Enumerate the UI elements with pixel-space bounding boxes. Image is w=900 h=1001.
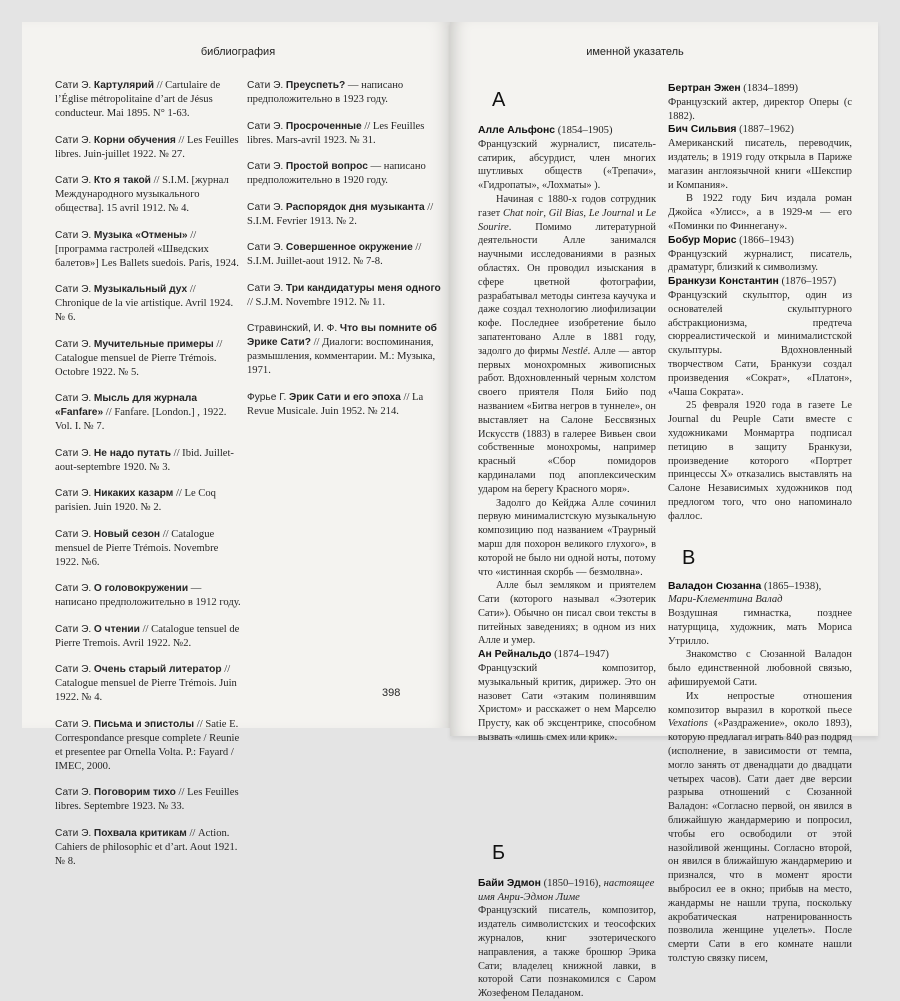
entry-author: Сати Э. — [247, 282, 284, 294]
paragraph-text: Французский писатель, композитор, издатель символистских и теософских журналов, книг эзотерического направления, а также брошюр Эрика Сати; владелец книжной лавки, в которой Сати познакомился с Саром Жозефеном Пеладаном. — [478, 905, 656, 1000]
bibliography-entry — [55, 487, 243, 515]
entry-source: // Catalogue tensuel de Pierre Tremois. Avril 1922. №2. — [55, 623, 240, 649]
entry-source: — написано предположительно в 1912 году. — [55, 583, 241, 608]
person-dates: (1834–1899) — [743, 83, 799, 94]
bibliography-entry — [55, 447, 243, 475]
bibliography-entry — [55, 392, 243, 434]
entry-source: // La Revue Musicale. Juin 1952. № 214. — [247, 391, 424, 417]
entry-source: — написано предположительно в 1920 году. — [247, 161, 426, 186]
index-entry — [668, 580, 852, 966]
paragraph-text: , — [583, 207, 589, 219]
entry-paragraph — [668, 607, 852, 648]
index-entry — [478, 648, 656, 745]
entry-title: Музыкальный дух — [93, 284, 188, 295]
person-name: Бобур Морис — [668, 234, 737, 246]
entry-paragraph — [668, 248, 852, 276]
index-entry — [668, 234, 852, 275]
entry-paragraph — [478, 579, 656, 648]
entry-author: Сати Э. — [55, 488, 92, 499]
right-page — [450, 22, 878, 1000]
entry-source: // Action. Cahiers de philosophic et d’art. Aout 1921. № 8. — [55, 827, 238, 867]
entry-source: // Les Feuilles libres. Septembre 1923. № 33. — [55, 787, 239, 812]
entry-source: // [программа гастролей «Шведских балетов»] Les Ballets suedois. Paris, 1924. — [55, 229, 239, 269]
entry-paragraph — [478, 662, 656, 745]
paragraph-text: . Помимо литературной деятельности Алле занимался научными исследованиями в разных областях. Он проводил изыскания в сфере цветной фотографии, разрабатывал методы синтеза каучука и даже создал технологию лиофилизации кофе. Последнее изобретение было запатентовано Алле в 1881 году, задолго до фирмы — [478, 221, 656, 357]
person-dates: (1865–1938), — [763, 580, 822, 592]
person-dates: (1887–1962) — [739, 124, 794, 136]
bibliography-entry — [55, 663, 243, 705]
entry-heading — [478, 124, 656, 138]
entry-heading — [478, 877, 656, 905]
paragraph-text: и — [634, 207, 646, 219]
person-alt-name: настоящее имя Анри-Эдмон Лиме — [478, 877, 655, 903]
entry-heading — [668, 580, 852, 608]
person-name: Бранкузи Константин — [668, 276, 779, 288]
person-name: Байи Эдмон — [478, 877, 541, 889]
bibliography-entry — [247, 322, 443, 378]
entry-source: // Catalogue mensuel de Pierre Trémois. Juin 1922. № 4. — [55, 664, 237, 703]
bibliography-entry — [55, 582, 243, 610]
entry-title: Преуспеть? — [285, 80, 346, 91]
index-entry — [478, 124, 656, 648]
entry-source: // Ibid. Juillet-aout-septembre 1920. № 3. — [55, 447, 234, 473]
bibliography-entry — [247, 120, 443, 148]
person-dates: (1866–1943) — [739, 234, 794, 246]
entry-heading — [668, 234, 852, 248]
bibliography-entry — [55, 623, 243, 651]
bibliography-entry — [55, 528, 243, 570]
italic-title: Vexations — [668, 718, 708, 730]
entry-source: // S.I.M. [журнал Международного музыкального общества]. 15 avril 1912. № 4. — [55, 175, 229, 214]
entry-source: — написано предположительно в 1923 году. — [247, 80, 404, 105]
bibliography-entry — [247, 391, 443, 419]
bibliography-column — [247, 79, 443, 431]
paragraph-text: , — [543, 207, 549, 219]
entry-title: О чтении — [93, 623, 140, 635]
entry-author: Сати Э. — [55, 229, 92, 241]
entry-paragraph — [668, 289, 852, 399]
entry-title: Кто я такой — [93, 175, 151, 186]
entry-title: Что вы помните об Эрике Сати? — [247, 323, 437, 348]
paragraph-text: 25 февраля 1920 года в газете Le Journal du Peuple Сати вместе с художниками Монмартра подписал петицию в защиту Бранкузи, произведение которого «Портрет принцессы Х» отказались выставлять на Салоне Независимых художников под предлогом того, что оно напоминало фаллос. — [668, 400, 852, 522]
section-letter: Б — [492, 841, 506, 864]
bibliography-entry — [247, 160, 443, 188]
entry-title: Эрик Сати и его эпоха — [288, 391, 401, 403]
entry-heading — [668, 123, 852, 137]
entry-author: Сати Э. — [247, 242, 284, 253]
index-entry — [668, 275, 852, 523]
paragraph-text: Французский журналист, писатель, драматург, близкий к символизму. — [668, 248, 852, 274]
entry-source: // S.I.M. Fevrier 1913. № 2. — [247, 201, 434, 227]
entry-author: Сати Э. — [55, 827, 92, 839]
entry-title: Простой вопрос — [285, 161, 368, 172]
paragraph-text: Их непростые отношения композитор выразил в короткой пьесе — [668, 690, 852, 716]
entry-author: Сати Э. — [55, 175, 92, 186]
entry-author: Сати Э. — [247, 201, 284, 213]
paragraph-text: Алле был земляком и приятелем Сати (которого называл «Эзотерик Сати»). Обычно он писал свои тексты в питейных заведениях; в одном из них Алле и умер. — [478, 580, 656, 647]
entry-source: // Catalogue mensuel de Pierre Trémois. Octobre 1922. № 5. — [55, 338, 223, 378]
bibliography-entry — [55, 229, 243, 271]
entry-paragraph — [668, 648, 852, 689]
person-name: Бич Сильвия — [668, 124, 737, 136]
bibliography-entry — [247, 282, 443, 310]
page-number: 398 — [382, 687, 401, 699]
left-page — [22, 22, 450, 867]
paragraph-text: Французский актер, директор Оперы (с 1882). — [668, 96, 852, 122]
index-column — [668, 82, 852, 966]
entry-paragraph — [668, 96, 852, 124]
index-entry — [668, 82, 852, 123]
bibliography-entry — [247, 241, 443, 269]
person-name: Алле Альфонс — [478, 125, 556, 136]
paragraph-text: Задолго до Кейджа Алле сочинил первую минималистскую музыкальную композицию под названием «Траурный марш для похорон великого глухого», в которой не было ни одной ноты, потому что «истинная скорбь — безмолвна». — [478, 497, 656, 578]
italic-title: Le Journal — [588, 207, 635, 219]
entry-author: Сати Э. — [55, 284, 92, 295]
entry-author: Сати Э. — [55, 528, 92, 540]
paragraph-text: Французский композитор, музыкальный критик, дирижер. Это он назовет Сати «этаким полинявшим Христом» и расскажет о нем Марселю Прусту, как об эксцентрике, способном вызвать «лишь смех или крик». — [478, 663, 656, 744]
paragraph-text: В 1922 году Бич издала роман Джойса «Улисс», а в 1929-м — его «Поминки по Финнегану». — [668, 193, 852, 232]
paragraph-text: Воздушная гимнастка, позднее натурщица, художник, мать Мориса Утрилло. — [668, 608, 852, 647]
entry-title: Просроченные — [285, 120, 362, 132]
entry-title: О головокружении — [93, 583, 189, 594]
person-dates: (1850–1916), — [543, 877, 601, 889]
entry-title: Не надо путать — [93, 447, 171, 459]
entry-source: // Cartulaire de l’Église métropolitaine d’art de Jésus conducteur. Mai 1895. N° 1-63. — [55, 80, 221, 119]
entry-author: Фурье Г. — [247, 391, 287, 403]
entry-paragraph — [478, 904, 656, 1001]
entry-paragraph — [668, 399, 852, 523]
paragraph-text: Французский скульптор, один из основателей скульптурного абстракционизма, предтеча сюрреалистической и минималистской скульптуры. Вдохновленный творчеством Сати, Бранкузи создал произведения «Сократ», «Платон», «Чаша Сократа». — [668, 289, 852, 398]
index-column — [478, 84, 656, 1001]
entry-paragraph — [668, 192, 852, 233]
entry-paragraph — [668, 690, 852, 966]
entry-author: Сати Э. — [55, 718, 92, 730]
paragraph-text: Американский писатель, переводчик, издатель; в 1919 году открыла в Париже магазин англоязычной книги «Шекспир и Компания». — [668, 138, 852, 191]
bibliography-entry — [55, 283, 243, 325]
index-entry — [668, 123, 852, 233]
person-dates: (1874–1947) — [554, 649, 609, 661]
entry-source: // Chronique de la vie artistique. Avril 1924. № 6. — [55, 284, 234, 323]
section-letter: А — [492, 89, 506, 111]
italic-title: Le Sourire — [478, 207, 656, 233]
italic-title: Chat noir — [502, 207, 544, 219]
entry-title: Мучительные примеры — [93, 338, 214, 350]
person-name: Ан Рейнальдо — [478, 649, 552, 661]
entry-title: Похвала критикам — [93, 827, 187, 839]
entry-author: Сати Э. — [55, 80, 92, 91]
entry-title: Картулярий — [93, 80, 154, 91]
entry-author: Стравинский, И. Ф. — [247, 323, 338, 334]
entry-heading — [668, 275, 852, 289]
person-dates: (1876–1957) — [781, 276, 837, 288]
bibliography-column — [55, 79, 243, 881]
paragraph-text: Французский журналист, писатель-сатирик, абсурдист, член многих шутливых обществ («Трепачи», «Гидропаты», «Лохматы» ). — [478, 138, 656, 192]
section-letter: В — [682, 546, 696, 569]
entry-title: Новый сезон — [93, 528, 161, 540]
bibliography-entry — [55, 786, 243, 814]
entry-author: Сати Э. — [55, 583, 92, 594]
entry-paragraph — [478, 138, 656, 193]
entry-author: Сати Э. — [247, 80, 284, 91]
running-header: именной указатель — [586, 46, 684, 58]
entry-source: // Catalogue mensuel de Pierre Trémois. Novembre 1922. №6. — [55, 528, 219, 568]
paragraph-text: . Алле — автор первых монохромных живописных работ. Вдохновленный черным холстом своего приятеля Поля Бийо под названием «Битва негров в туннеле», он выставляет на Салоне Бессвязных Искусств (1883) в галерее Вивьен свои собственные монохромы, например красный «Сбор помидоров кардиналами под апоплексическим ударом на берегу Красного моря». — [478, 345, 657, 495]
paragraph-text: («Раздражение», около 1893), которую предлагал играть 840 раз подряд (исполнение, в зависимости от темпа, могло занять от двенадцати до двадцати четырех часов). Сати дает две версии разрыва отношений с Сюзанной Валадон: «Согласно первой, он явился в ближайшую жандармерию и попросил, чтобы его освободили от этой назойливой женщины. Согласно второй, он явился в ближайшую жандармерию и признался, что в момент ярости выбросил ее в окно; прибыв на место, жандармы не нашли трупа, поскольку акробатическая натренированность позволила женщине уцелеть». После смерти Сати в его комнате нашли толстую связку писем, — [668, 718, 852, 965]
entry-title: Корни обучения — [93, 134, 176, 146]
entry-source: // Le Coq parisien. Juin 1920. № 2. — [55, 488, 216, 513]
person-name: Бертран Эжен — [668, 83, 741, 94]
entry-title: Очень старый литератор — [93, 664, 222, 675]
entry-title: Поговорим тихо — [93, 787, 176, 798]
entry-paragraph — [478, 497, 656, 580]
entry-source: // Les Feuilles libres. Mars-avril 1923. № 31. — [247, 120, 425, 146]
entry-title: Письма и эпистолы — [93, 718, 195, 730]
entry-source: // S.I.M. Juillet-aout 1912. № 7-8. — [247, 242, 422, 267]
entry-author: Сати Э. — [55, 664, 92, 675]
entry-title: Совершенное окружение — [285, 242, 413, 253]
bibliography-entry — [247, 79, 443, 107]
entry-source: // Les Feuilles libres. Juin-juillet 1922. № 27. — [55, 134, 239, 160]
bibliography-entry — [55, 827, 243, 869]
person-name: Валадон Сюзанна — [668, 580, 762, 592]
italic-title: Gil Bias — [548, 207, 584, 219]
entry-paragraph — [668, 137, 852, 192]
entry-title: Мысль для журнала «Fanfare» — [55, 393, 197, 418]
entry-title: Три кандидатуры меня одного — [285, 282, 441, 294]
person-dates: (1854–1905) — [557, 125, 613, 136]
entry-title: Никаких казарм — [93, 488, 174, 499]
entry-heading — [478, 648, 656, 662]
entry-author: Сати Э. — [247, 120, 284, 132]
entry-paragraph — [478, 193, 656, 497]
entry-author: Сати Э. — [55, 338, 92, 350]
entry-source: // Satie E. Correspondance presque complete / Reunie et presentee par Ornella Volta. P.: Fayard / IMEC, 2000. — [55, 718, 240, 772]
person-alt-name: Мари-Клементина Валад — [668, 594, 783, 606]
paragraph-text: Начиная с 1880-х годов сотрудник газет — [478, 193, 656, 219]
entry-title: Музыка «Отмены» — [93, 229, 188, 241]
bibliography-entry — [55, 79, 243, 121]
entry-source: // S.J.M. Novembre 1912. № 11. — [247, 296, 386, 308]
italic-title: Nestlé — [561, 345, 588, 357]
entry-author: Сати Э. — [55, 134, 92, 146]
paragraph-text: Знакомство с Сюзанной Валадон было единственной любовной связью, афишируемой Сати. — [668, 649, 852, 689]
entry-source: // Fanfare. [London.] , 1922. Vol. I. № 7. — [55, 407, 227, 432]
entry-author: Сати Э. — [55, 447, 92, 459]
entry-title: Распорядок дня музыканта — [285, 201, 425, 213]
bibliography-entry — [247, 201, 443, 229]
index-entry — [478, 877, 656, 1001]
entry-author: Сати Э. — [55, 393, 92, 404]
bibliography-entry — [55, 718, 243, 774]
entry-author: Сати Э. — [55, 623, 92, 635]
entry-author: Сати Э. — [55, 787, 92, 798]
entry-heading — [668, 82, 852, 96]
entry-source: // Диалоги: воспоминания, размышления, комментарии. М.: Музыка, 1971. — [247, 337, 436, 376]
entry-author: Сати Э. — [247, 161, 284, 172]
bibliography-entry — [55, 338, 243, 380]
bibliography-entry — [55, 134, 243, 162]
bibliography-entry — [55, 174, 243, 216]
running-header: библиография — [200, 46, 276, 58]
